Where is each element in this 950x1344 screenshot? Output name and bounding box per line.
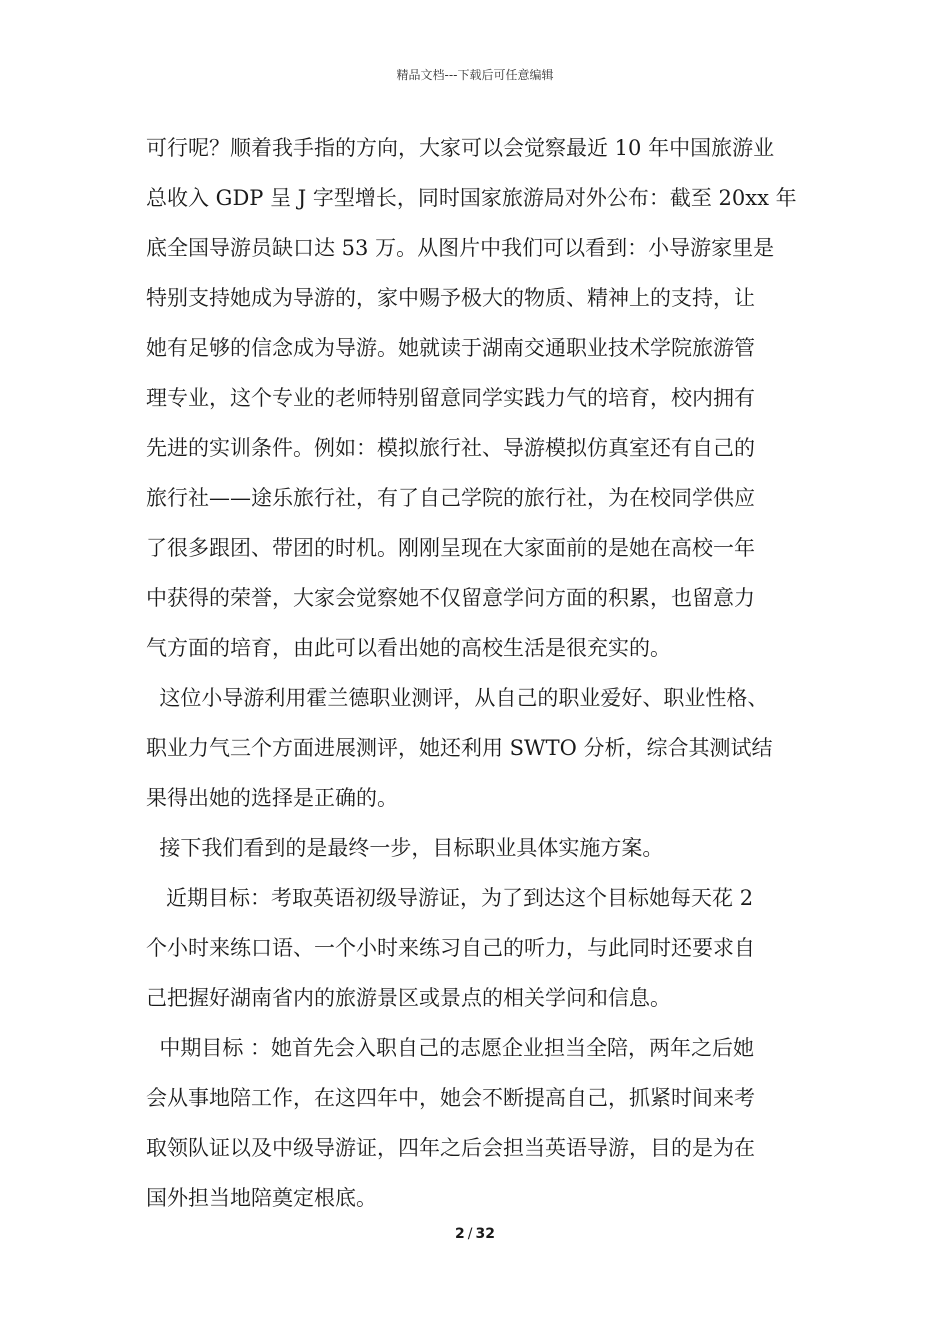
text-line: 旅行社——途乐旅行社，有了自己学院的旅行社，为在校同学供应 — [146, 486, 755, 510]
text-line: 理专业，这个专业的老师特别留意同学实践力气的培育，校内拥有 — [146, 386, 755, 410]
text-line: 先进的实训条件。例如：模拟旅行社、导游模拟仿真室还有自己的 — [146, 436, 755, 460]
total-pages-number: 32 — [475, 1226, 495, 1242]
text-line: 职业力气三个方面进展测评，她还利用 SWTO 分析，综合其测试结 — [146, 736, 773, 760]
text-line: 国外担当地陪奠定根底。 — [146, 1186, 377, 1210]
text-line: 气方面的培育，由此可以看出她的高校生活是很充实的。 — [146, 636, 671, 660]
text-line: 了很多跟团、带团的时机。刚刚呈现在大家面前的是她在高校一年 — [146, 536, 755, 560]
page-separator: / — [467, 1226, 473, 1242]
document-body — [146, 123, 826, 1223]
text-line: 她有足够的信念成为导游。她就读于湖南交通职业技术学院旅游管 — [146, 336, 755, 360]
text-line: 接下我们看到的是最终一步，目标职业具体实施方案。 — [146, 836, 664, 860]
page-number — [0, 1226, 950, 1242]
text-line: 果得出她的选择是正确的。 — [146, 786, 398, 810]
text-line: 会从事地陪工作，在这四年中，她会不断提高自己，抓紧时间来考 — [146, 1086, 755, 1110]
text-line: 底全国导游员缺口达 53 万。从图片中我们可以看到：小导游家里是 — [146, 236, 775, 260]
text-line: 中期目标 ：她首先会入职自己的志愿企业担当全陪，两年之后她 — [146, 1036, 755, 1060]
current-page-number: 2 — [455, 1226, 465, 1242]
text-line: 可行呢？顺着我手指的方向，大家可以会觉察最近 10 年中国旅游业 — [146, 136, 775, 160]
text-line: 己把握好湖南省内的旅游景区或景点的相关学问和信息。 — [146, 986, 671, 1010]
page-header: 精品文档---下载后可任意编辑 — [396, 68, 554, 82]
text-line: 特别支持她成为导游的，家中赐予极大的物质、精神上的支持，让 — [146, 286, 755, 310]
text-line: 取领队证以及中级导游证，四年之后会担当英语导游，目的是为在 — [146, 1136, 755, 1160]
text-line: 近期目标：考取英语初级导游证，为了到达这个目标她每天花 2 — [146, 886, 754, 910]
text-line: 中获得的荣誉，大家会觉察她不仅留意学问方面的积累，也留意力 — [146, 586, 755, 610]
text-line: 总收入 GDP 呈 J 字型增长，同时国家旅游局对外公布：截至 20xx 年 — [146, 186, 797, 210]
text-line: 个小时来练口语、一个小时来练习自己的听力，与此同时还要求自 — [146, 936, 755, 960]
text-line: 这位小导游利用霍兰德职业测评，从自己的职业爱好、职业性格、 — [146, 686, 769, 710]
